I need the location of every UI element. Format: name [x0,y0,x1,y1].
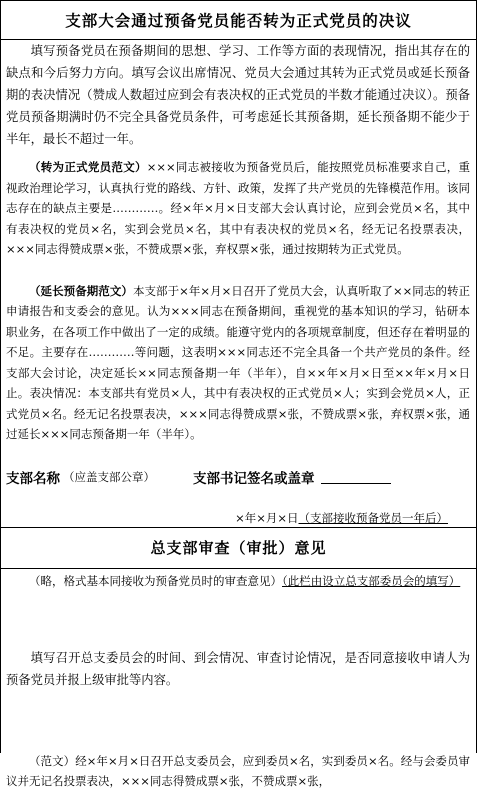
secretary-label: 支部书记签名或盖章 [193,470,315,487]
title-row [1,1,476,40]
sample2-label: （延长预备期范文） [29,283,133,298]
sample-regular-member [6,157,470,260]
date-note: （支部接收预备党员一年后） [298,510,448,525]
section2-note-prefix: （略，格式基本同接收为预备党员时的审查意见） [29,573,282,588]
intro-paragraph: 填写预备党员在预备期间的思想、学习、工作等方面的表现情况，指出其存在的缺点和今后努力方向。填写会议出席情况、党员大会通过其转为正式党员或延长预备期的表决情况（赞成人数超过应到会有表决权的正式党员的半数才能通过决议）。预备党员预备期满时仍不完全具备党员条件，可考虑延长其预备期，延长预备期不能少于半年，最长不超过一年。 [6,44,470,146]
date-text: ×年×月×日 [235,510,299,525]
sample1-label: （转为正式党员范文） [29,160,147,174]
sample1-text: ×××同志被接收为预备党员后，能按照党员标准要求自己，重视政治理论学习，认真执行党的路线、方针、政策，发挥了共产党员的先锋模范作用。该同志存在的缺点主要是…………。经×年×月×日支部大会认真讨论，应到会党员×名，其中有表决权的党员×名，实到会党员×名，其中有表决权的党员×名，经无记名投票表决，×××同志得赞成票×张，不赞成票×张，弃权票×张，通过按期转为正式党员。 [6,160,471,256]
general-branch-section [1,571,476,792]
page-title: 支部大会通过预备党员能否转为正式党员的决议 [65,12,412,30]
section2-title-row [1,528,476,569]
sample-extend-probation [6,281,470,445]
branch-name-label: 支部名称 [6,470,60,487]
section2-note [6,571,470,591]
branch-name-note: （应盖支部公章） [63,469,155,484]
section2-note-underlined: （此栏由设立总支部委员会的填写） [282,573,461,588]
signature-line[interactable] [321,469,391,484]
section2-title: 总支部审查（审批）意见 [150,539,327,557]
resolution-section [1,40,476,527]
section2-sample: （范文）经×年×月×日召开总支委员会，应到委员×名，实到委员×名。经与会委员审议并无记名投票表决，×××同志得赞成票×张，不赞成票×张， [6,753,470,788]
signature-row [6,467,470,487]
date-row [6,509,470,527]
section2-instruction: 填写召开总支委员会的时间、到会情况、审查讨论情况，是否同意接收申请人为预备党员并报上级审批等内容。 [6,650,470,687]
sample2-text: 本支部于×年×月×日召开了党员大会，认真听取了××同志的转正申请报告和支委会的意见。认为×××同志在预备期间，重视党的基本知识的学习，钻研本职业务，在各项工作中做出了一定的成绩。能遵守党内的各项规章制度，但还存在着明显的不足。主要存在…………等问题，这表明×××同志还不完全具备一个共产党员的条件。经支部大会讨论，决定延长××同志预备期一年（半年），自××年×月×日至××年×月×日止。表决情况：本支部共有党员×人，其中有表决权的正式党员×人；实到会党员×人，正式党员×名。经无记名投票表决，×××同志得赞成票×张，不赞成票×张，弃权票×张，通过延长×××同志预备期一年（半年）。 [6,283,471,441]
